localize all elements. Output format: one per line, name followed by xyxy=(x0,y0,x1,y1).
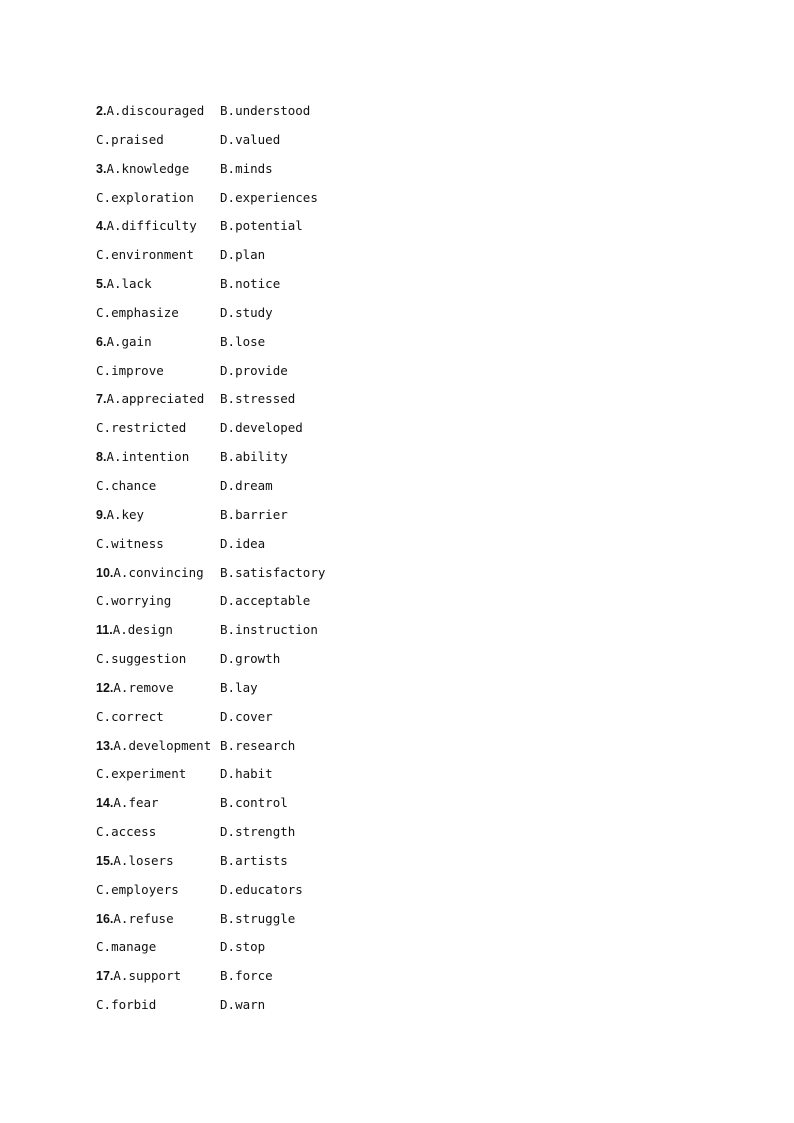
option-text-d: acceptable xyxy=(235,593,311,609)
option-letter-b: B. xyxy=(220,795,236,811)
option-letter-d: D. xyxy=(220,535,236,551)
option-letter-a: A. xyxy=(113,852,129,868)
option-text-c: worrying xyxy=(111,593,172,609)
option-d xyxy=(220,131,280,149)
option-letter-c: C. xyxy=(96,766,112,782)
option-letter-c: C. xyxy=(96,881,112,897)
option-letter-b: B. xyxy=(220,564,236,580)
option-d xyxy=(220,189,318,207)
option-b xyxy=(220,910,295,928)
option-letter-d: D. xyxy=(220,708,236,724)
question-row-ab xyxy=(96,910,696,939)
option-a xyxy=(96,679,174,697)
question-row-cd xyxy=(96,246,696,275)
option-a xyxy=(96,333,152,351)
question-row-ab xyxy=(96,448,696,477)
option-a xyxy=(96,852,174,870)
option-text-c: improve xyxy=(111,362,164,378)
option-letter-a: A. xyxy=(106,333,122,349)
option-letter-a: A. xyxy=(113,737,129,753)
question-row-ab xyxy=(96,852,696,881)
option-a xyxy=(96,794,159,812)
question-row-cd xyxy=(96,823,696,852)
option-b xyxy=(220,390,295,408)
option-b xyxy=(220,448,288,466)
option-text-d: strength xyxy=(235,824,296,840)
option-d xyxy=(220,535,265,553)
option-d xyxy=(220,765,273,783)
question-number: 7. xyxy=(96,392,107,407)
option-letter-b: B. xyxy=(220,391,236,407)
question-row-cd xyxy=(96,650,696,679)
option-text-c: chance xyxy=(111,477,157,493)
option-d xyxy=(220,650,280,668)
option-text-b: ability xyxy=(235,449,288,465)
option-text-a: gain xyxy=(121,333,152,349)
question-row-cd xyxy=(96,938,696,967)
option-letter-b: B. xyxy=(220,276,236,292)
option-c xyxy=(96,650,186,668)
option-b xyxy=(220,102,310,120)
option-c xyxy=(96,477,156,495)
option-letter-c: C. xyxy=(96,477,112,493)
option-letter-b: B. xyxy=(220,103,236,118)
option-text-b: minds xyxy=(235,160,273,176)
option-letter-a: A. xyxy=(106,449,122,465)
option-a xyxy=(96,910,174,928)
option-letter-c: C. xyxy=(96,362,112,378)
option-c xyxy=(96,592,171,610)
option-text-c: environment xyxy=(111,247,194,263)
option-d xyxy=(220,304,273,322)
question-row-cd xyxy=(96,535,696,564)
option-letter-b: B. xyxy=(220,506,236,522)
option-letter-b: B. xyxy=(220,449,236,465)
question-row-cd xyxy=(96,765,696,794)
option-letter-a: A. xyxy=(113,968,129,984)
option-text-a: knowledge xyxy=(121,160,190,176)
option-letter-d: D. xyxy=(220,939,236,955)
question-row-ab xyxy=(96,102,696,131)
option-c xyxy=(96,419,186,437)
option-text-b: lose xyxy=(235,333,266,349)
question-number: 13. xyxy=(96,738,114,753)
option-letter-c: C. xyxy=(96,939,112,955)
option-text-c: employers xyxy=(111,881,179,897)
option-letter-b: B. xyxy=(220,737,236,753)
option-c xyxy=(96,708,164,726)
option-text-b: stressed xyxy=(235,391,296,407)
option-text-b: lay xyxy=(235,679,258,695)
question-row-ab xyxy=(96,333,696,362)
option-letter-d: D. xyxy=(220,362,236,378)
option-letter-c: C. xyxy=(96,593,112,609)
question-row-ab xyxy=(96,217,696,246)
option-letter-d: D. xyxy=(220,881,236,897)
option-a xyxy=(96,506,144,524)
option-letter-c: C. xyxy=(96,651,112,667)
option-letter-c: C. xyxy=(96,535,112,551)
option-text-d: study xyxy=(235,304,273,320)
option-c xyxy=(96,996,156,1014)
option-letter-a: A. xyxy=(113,910,129,926)
option-b xyxy=(220,621,318,639)
option-text-c: emphasize xyxy=(111,304,179,320)
option-letter-c: C. xyxy=(96,997,112,1013)
option-b xyxy=(220,737,295,755)
question-row-ab xyxy=(96,967,696,996)
option-c xyxy=(96,246,194,264)
option-letter-a: A. xyxy=(106,391,122,407)
option-letter-c: C. xyxy=(96,824,112,840)
option-text-b: artists xyxy=(235,852,288,868)
option-text-d: experiences xyxy=(235,189,318,205)
option-text-d: warn xyxy=(235,997,266,1013)
option-d xyxy=(220,419,303,437)
option-letter-b: B. xyxy=(220,622,236,638)
option-d xyxy=(220,362,288,380)
option-b xyxy=(220,333,265,351)
option-text-d: cover xyxy=(235,708,273,724)
option-a xyxy=(96,160,189,178)
question-row-ab xyxy=(96,794,696,823)
option-b xyxy=(220,852,288,870)
option-d xyxy=(220,881,303,899)
option-a xyxy=(96,448,189,466)
option-text-b: potential xyxy=(235,218,303,234)
option-text-d: developed xyxy=(235,420,303,436)
option-a xyxy=(96,102,204,120)
option-letter-d: D. xyxy=(220,997,236,1013)
option-text-d: valued xyxy=(235,131,281,147)
option-text-d: dream xyxy=(235,477,273,493)
option-d xyxy=(220,823,295,841)
question-row-cd xyxy=(96,419,696,448)
question-row-ab xyxy=(96,506,696,535)
option-text-d: stop xyxy=(235,939,266,955)
question-number: 2. xyxy=(96,104,107,118)
option-letter-d: D. xyxy=(220,766,236,782)
option-letter-d: D. xyxy=(220,593,236,609)
option-letter-a: A. xyxy=(106,276,122,292)
option-text-a: refuse xyxy=(128,910,174,926)
option-d xyxy=(220,708,273,726)
option-text-b: force xyxy=(235,968,273,984)
option-text-c: experiment xyxy=(111,766,187,782)
option-letter-a: A. xyxy=(106,506,122,522)
option-b xyxy=(220,217,303,235)
option-text-d: habit xyxy=(235,766,273,782)
question-number: 9. xyxy=(96,507,107,522)
option-text-c: suggestion xyxy=(111,651,187,667)
option-letter-c: C. xyxy=(96,304,112,320)
question-row-cd xyxy=(96,362,696,391)
option-text-b: struggle xyxy=(235,910,296,926)
option-c xyxy=(96,765,186,783)
option-letter-b: B. xyxy=(220,910,236,926)
option-d xyxy=(220,477,273,495)
question-number: 10. xyxy=(96,565,114,580)
option-letter-c: C. xyxy=(96,708,112,724)
option-letter-a: A. xyxy=(106,160,122,176)
question-list xyxy=(96,102,696,1025)
option-b xyxy=(220,506,288,524)
option-c xyxy=(96,189,194,207)
option-c xyxy=(96,304,179,322)
option-a xyxy=(96,217,197,235)
option-text-b: satisfactory xyxy=(235,564,326,580)
option-letter-c: C. xyxy=(96,189,112,205)
option-letter-d: D. xyxy=(220,651,236,667)
option-text-a: remove xyxy=(128,679,174,695)
option-b xyxy=(220,160,273,178)
option-text-c: correct xyxy=(111,708,164,724)
option-a xyxy=(96,967,181,985)
option-b xyxy=(220,679,258,697)
option-letter-b: B. xyxy=(220,333,236,349)
option-letter-b: B. xyxy=(220,679,236,695)
option-d xyxy=(220,592,310,610)
option-d xyxy=(220,938,265,956)
option-letter-b: B. xyxy=(220,160,236,176)
option-letter-d: D. xyxy=(220,189,236,205)
option-letter-a: A. xyxy=(112,622,128,638)
option-c xyxy=(96,131,164,149)
option-text-c: forbid xyxy=(111,997,157,1013)
option-a xyxy=(96,275,152,293)
option-text-a: lack xyxy=(121,276,152,292)
option-c xyxy=(96,535,164,553)
option-text-b: barrier xyxy=(235,506,288,522)
option-text-a: convincing xyxy=(128,564,204,580)
option-a xyxy=(96,737,211,755)
option-text-a: fear xyxy=(128,795,159,811)
option-a xyxy=(96,621,173,639)
option-text-c: manage xyxy=(111,939,157,955)
option-b xyxy=(220,967,273,985)
option-text-d: educators xyxy=(235,881,303,897)
option-b xyxy=(220,275,280,293)
option-letter-a: A. xyxy=(113,795,129,811)
question-number: 12. xyxy=(96,680,114,695)
option-letter-a: A. xyxy=(106,218,122,234)
question-row-cd xyxy=(96,189,696,218)
option-text-d: plan xyxy=(235,247,266,263)
question-row-cd xyxy=(96,996,696,1025)
option-letter-b: B. xyxy=(220,968,236,984)
option-b xyxy=(220,794,288,812)
option-text-c: restricted xyxy=(111,420,187,436)
option-text-a: difficulty xyxy=(121,218,197,234)
option-text-c: praised xyxy=(111,131,164,147)
question-number: 16. xyxy=(96,911,114,926)
question-row-ab xyxy=(96,160,696,189)
option-text-c: access xyxy=(111,824,157,840)
question-row-ab xyxy=(96,275,696,304)
question-number: 14. xyxy=(96,796,114,811)
option-text-a: support xyxy=(128,968,182,984)
question-row-ab xyxy=(96,737,696,766)
option-a xyxy=(96,390,204,408)
question-row-cd xyxy=(96,304,696,333)
question-number: 4. xyxy=(96,219,107,234)
option-letter-a: A. xyxy=(113,564,129,580)
option-letter-d: D. xyxy=(220,420,236,436)
question-row-ab xyxy=(96,621,696,650)
option-letter-c: C. xyxy=(96,247,112,263)
option-letter-c: C. xyxy=(96,420,112,436)
option-text-a: key xyxy=(121,506,145,522)
option-text-b: research xyxy=(235,737,296,753)
option-text-d: provide xyxy=(235,362,288,378)
option-text-a: discouraged xyxy=(121,103,205,118)
option-letter-d: D. xyxy=(220,824,236,840)
question-number: 3. xyxy=(96,161,107,176)
option-c xyxy=(96,823,156,841)
option-text-b: instruction xyxy=(235,622,318,638)
question-row-cd xyxy=(96,131,696,160)
question-row-ab xyxy=(96,390,696,419)
question-row-cd xyxy=(96,592,696,621)
option-c xyxy=(96,938,156,956)
question-number: 5. xyxy=(96,277,107,292)
option-letter-a: A. xyxy=(113,679,129,695)
question-row-cd xyxy=(96,708,696,737)
option-letter-d: D. xyxy=(220,131,236,147)
option-text-a: development xyxy=(128,737,212,753)
question-row-cd xyxy=(96,477,696,506)
question-number: 17. xyxy=(96,969,114,984)
option-text-b: understood xyxy=(235,103,311,118)
question-number: 6. xyxy=(96,334,107,349)
question-row-ab xyxy=(96,564,696,593)
option-letter-d: D. xyxy=(220,477,236,493)
option-d xyxy=(220,246,265,264)
option-c xyxy=(96,881,179,899)
question-number: 8. xyxy=(96,450,107,465)
option-text-a: appreciated xyxy=(121,391,205,407)
option-d xyxy=(220,996,265,1014)
option-letter-d: D. xyxy=(220,247,236,263)
option-letter-b: B. xyxy=(220,218,236,234)
option-text-d: idea xyxy=(235,535,266,551)
option-b xyxy=(220,564,325,582)
option-letter-b: B. xyxy=(220,852,236,868)
option-text-b: control xyxy=(235,795,288,811)
option-text-d: growth xyxy=(235,651,281,667)
option-text-c: witness xyxy=(111,535,164,551)
question-row-cd xyxy=(96,881,696,910)
option-text-b: notice xyxy=(235,276,281,292)
option-text-a: intention xyxy=(121,449,190,465)
option-letter-d: D. xyxy=(220,304,236,320)
option-text-a: losers xyxy=(128,852,174,868)
question-row-ab xyxy=(96,679,696,708)
option-c xyxy=(96,362,164,380)
option-text-c: exploration xyxy=(111,189,194,205)
question-number: 11. xyxy=(96,623,113,638)
option-letter-c: C. xyxy=(96,131,112,147)
option-a xyxy=(96,564,204,582)
question-number: 15. xyxy=(96,853,114,868)
option-text-a: design xyxy=(127,622,173,638)
option-letter-a: A. xyxy=(106,103,122,118)
